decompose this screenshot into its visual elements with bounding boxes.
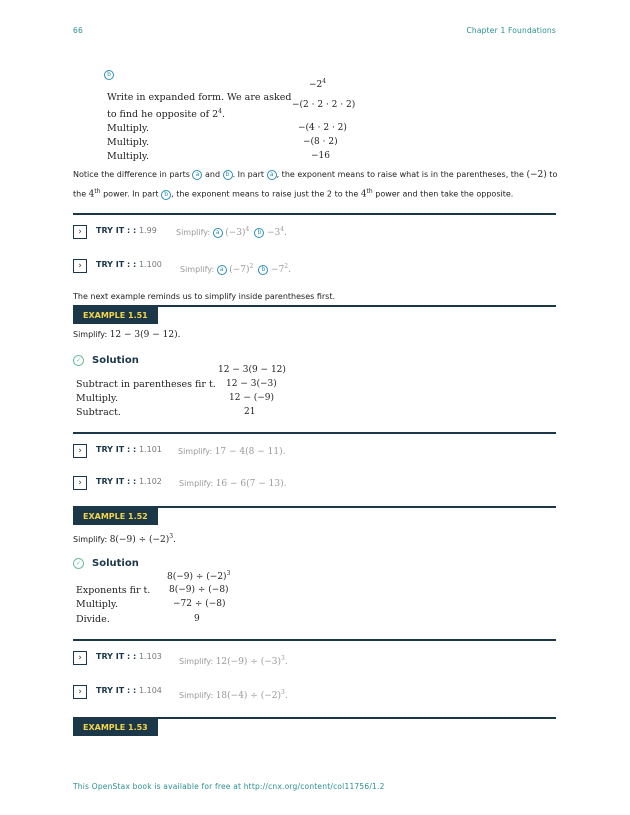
- expand-chevron-icon[interactable]: ›: [73, 259, 87, 273]
- expand-chevron-icon[interactable]: ›: [73, 444, 87, 458]
- try-it-question: Simplify: 17 − 4(8 − 11).: [178, 447, 286, 457]
- part-b-step-2-label: Multiply.: [107, 123, 149, 134]
- try-it-label: TRY IT : : 1.101: [96, 445, 162, 454]
- part-b-step-3-expr: −(8 · 2): [303, 137, 338, 147]
- example-1-52-step-1-label: Exponents fir t.: [76, 585, 151, 596]
- try-it-1-100: [73, 259, 556, 275]
- expand-chevron-icon[interactable]: ›: [73, 476, 87, 490]
- try-it-question: Simplify: a $(-7)^2$ $b -7^2$.: [180, 263, 291, 275]
- example-1-51-step-1-label: Subtract in parentheses fir t.: [76, 379, 216, 390]
- footer-text: This OpenStax book is available for free at http://cnx.org/content/col11756/1.2: [73, 782, 385, 791]
- example-1-51-step-3-expr: 21: [244, 407, 256, 417]
- example-1-51-solution-heading: ✓ Solution: [73, 348, 139, 367]
- section-divider: [73, 213, 556, 215]
- section-divider: [73, 432, 556, 434]
- example-1-51-step-2-expr: 12 − (−9): [229, 393, 275, 403]
- example-1-52-step-3-label: Divide.: [76, 614, 110, 625]
- example-1-52-problem: Simplify: $8(-9) \div (-2)^3$.: [73, 533, 176, 545]
- example-1-51-step-2-label: Multiply.: [76, 393, 118, 404]
- try-it-question: Simplify: $18(-4) \div (-2)^3$.: [179, 689, 288, 701]
- part-b-step-4-expr: −16: [311, 151, 330, 161]
- try-it-1-103: [73, 651, 556, 667]
- try-it-1-102: [73, 476, 556, 492]
- example-1-52-solution-heading: ✓ Solution: [73, 551, 139, 570]
- example-1-51-step-1-expr: 12 − 3(−3): [226, 379, 277, 389]
- try-it-label: TRY IT : : 1.104: [96, 686, 162, 695]
- try-it-1-101: [73, 444, 556, 460]
- example-1-51-title: EXAMPLE 1.51: [73, 307, 158, 324]
- part-b-step-2-expr: −(4 · 2 · 2): [298, 123, 347, 133]
- expand-chevron-icon[interactable]: ›: [73, 651, 87, 665]
- checkmark-icon: ✓: [73, 558, 84, 569]
- try-it-label: TRY IT : : 1.99: [96, 226, 157, 235]
- example-1-52-step-1-expr: 8(−9) ÷ (−8): [169, 585, 229, 595]
- example-1-51-problem: Simplify: 12 − 3(9 − 12).: [73, 330, 181, 340]
- section-divider: [73, 639, 556, 641]
- try-it-1-104: [73, 685, 556, 701]
- example-1-52-top-expr: $8(-9) \div (-2)^3$: [167, 570, 231, 582]
- part-b-step-4-label: Multiply.: [107, 151, 149, 162]
- try-it-question: Simplify: a $(-3)^4$ $b -3^4$.: [176, 226, 287, 238]
- chapter-title: Chapter 1 Foundations: [466, 26, 556, 35]
- part-b-marker: b: [104, 62, 114, 81]
- part-b-step-3-label: Multiply.: [107, 137, 149, 148]
- notice-line-1: Notice the difference in parts a and b . In part a , the exponent means to raise what is in the parentheses, the (−2) to: [73, 170, 558, 180]
- try-it-question: Simplify: 16 − 6(7 − 13).: [179, 479, 287, 489]
- example-1-52-title: EXAMPLE 1.52: [73, 508, 158, 525]
- checkmark-icon: ✓: [73, 355, 84, 366]
- try-it-1-99: [73, 225, 556, 241]
- try-it-label: TRY IT : : 1.103: [96, 652, 162, 661]
- try-it-question: Simplify: $12(-9) \div (-3)^3$.: [179, 655, 288, 667]
- example-1-53-title: EXAMPLE 1.53: [73, 719, 158, 736]
- example-1-52-step-3-expr: 9: [194, 614, 200, 624]
- page-number: 66: [73, 26, 83, 35]
- try-it-label: TRY IT : : 1.102: [96, 477, 162, 486]
- next-example-text: The next example reminds us to simplify inside parentheses first.: [73, 292, 336, 301]
- example-1-51-step-3-label: Subtract.: [76, 407, 121, 418]
- part-b-step-1-label: Write in expanded form. We are asked to find he opposite of $2^4$.: [107, 92, 292, 121]
- expand-chevron-icon[interactable]: ›: [73, 225, 87, 239]
- part-b-top-expr: $-2^4$: [309, 78, 327, 90]
- example-1-52-step-2-expr: −72 ÷ (−8): [173, 599, 226, 609]
- try-it-label: TRY IT : : 1.100: [96, 260, 162, 269]
- example-1-51-top-expr: 12 − 3(9 − 12): [218, 365, 286, 375]
- part-b-step-1-expr: −(2 · 2 · 2 · 2): [292, 100, 356, 110]
- example-1-52-step-2-label: Multiply.: [76, 599, 118, 610]
- notice-line-2: the 4th power. In part b , the exponent means to raise just the 2 to the 4th power and then take the opposite.: [73, 188, 514, 200]
- expand-chevron-icon[interactable]: ›: [73, 685, 87, 699]
